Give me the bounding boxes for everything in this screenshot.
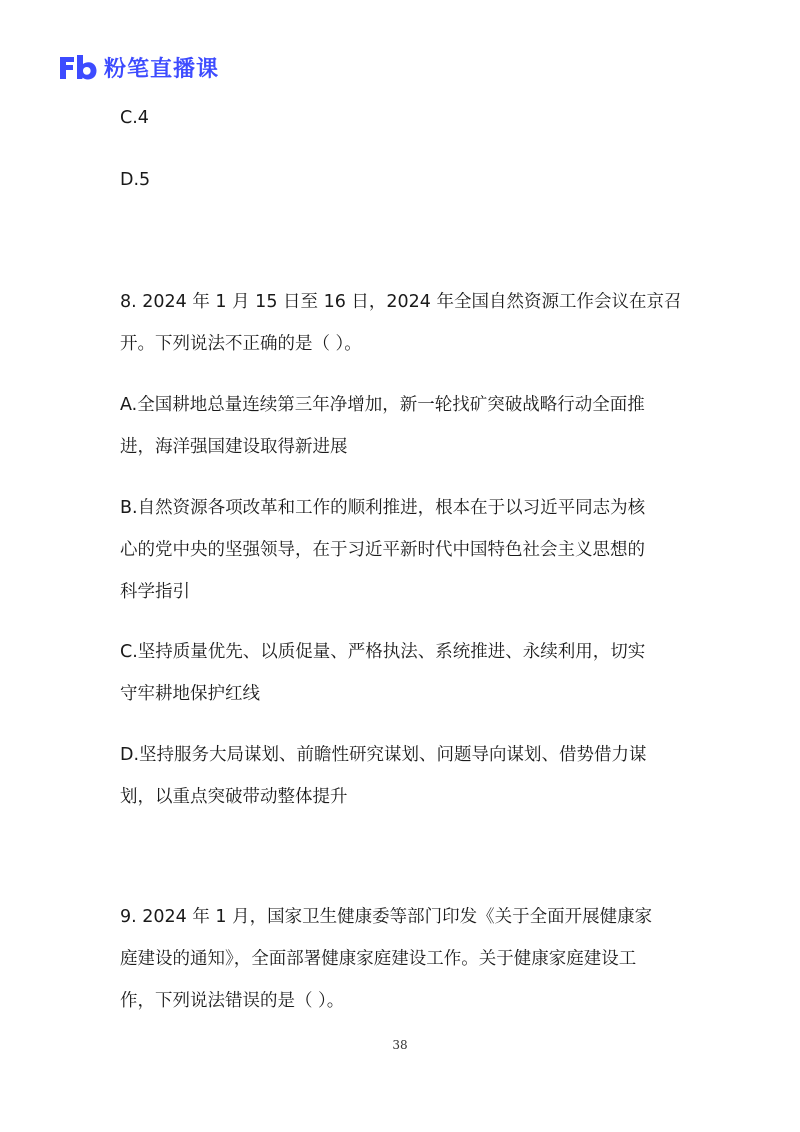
q8-stem-line-1: 8. 2024 年 1 月 15 日至 16 日，2024 年全国自然资源工作会议在京召 bbox=[120, 292, 682, 312]
q8-option-d-line-2: 划，以重点突破带动整体提升 bbox=[120, 787, 348, 807]
q7-option-c: C.4 bbox=[120, 108, 149, 128]
q8-stem-line-2: 开。下列说法不正确的是（ ）。 bbox=[120, 334, 362, 354]
q8-option-d-line-1: D.坚持服务大局谋划、前瞻性研究谋划、问题导向谋划、借势借力谋 bbox=[120, 745, 647, 765]
header-logo bbox=[58, 52, 219, 82]
q8-option-a-line-1: A.全国耕地总量连续第三年净增加，新一轮找矿突破战略行动全面推 bbox=[120, 395, 645, 415]
q9-stem-line-3: 作，下列说法错误的是（ ）。 bbox=[120, 991, 345, 1011]
q8-option-a-line-2: 进，海洋强国建设取得新进展 bbox=[120, 437, 348, 457]
q9-stem-line-2: 庭建设的通知》，全面部署健康家庭建设工作。关于健康家庭建设工 bbox=[120, 949, 637, 969]
q8-option-c-line-1: C.坚持质量优先、以质促量、严格执法、系统推进、永续利用，切实 bbox=[120, 642, 646, 662]
q8-option-b-line-1: B.自然资源各项改革和工作的顺利推进，根本在于以习近平同志为核 bbox=[120, 498, 646, 518]
q9-stem-line-1: 9. 2024 年 1 月，国家卫生健康委等部门印发《关于全面开展健康家 bbox=[120, 907, 653, 927]
q8-option-b-line-2: 心的党中央的坚强领导，在于习近平新时代中国特色社会主义思想的 bbox=[120, 540, 645, 560]
page-number: 38 bbox=[392, 1038, 408, 1052]
q7-option-d: D.5 bbox=[120, 170, 151, 190]
fb-logo-icon bbox=[58, 53, 98, 81]
q8-option-c-line-2: 守牢耕地保护红线 bbox=[120, 684, 260, 704]
q8-option-b-line-3: 科学指引 bbox=[120, 582, 190, 602]
brand-name: 粉笔直播课 bbox=[104, 56, 220, 82]
